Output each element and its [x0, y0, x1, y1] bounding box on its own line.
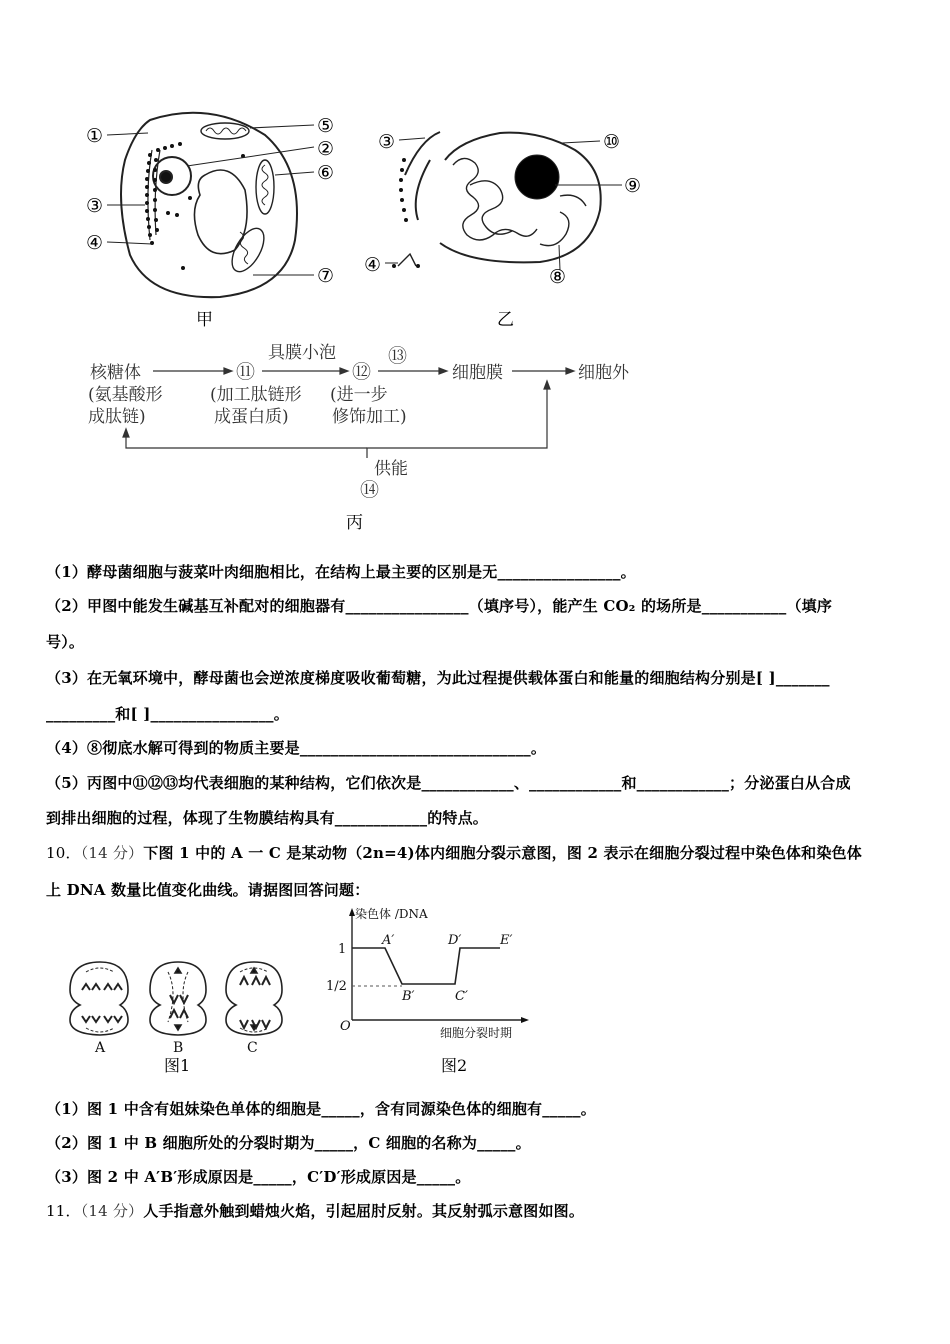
figure1-caption: 图1 — [164, 1056, 191, 1075]
flow-structure-11-note2: 成蛋白质) — [214, 407, 289, 427]
q11-number: 11． — [46, 1202, 81, 1220]
point-label-e: E′ — [500, 933, 513, 948]
figure2-caption: 图2 — [441, 1056, 468, 1075]
marker: ⑩ — [603, 131, 621, 153]
q9-part3-cont: _________和[ ]________________。 — [46, 705, 289, 723]
yi-leader-lines — [385, 138, 622, 270]
q9-part2: （2）甲图中能发生碱基互补配对的细胞器有________________（填序号），能产生 CO₂ 的场所是___________（填序 — [46, 597, 833, 615]
q9-part5-cont: 到排出细胞的过程，体现了生物膜结构具有____________的特点。 — [46, 809, 489, 827]
division-cell-a — [70, 962, 128, 1035]
marker: ⑨ — [624, 175, 642, 197]
flow-ribosome: 核糖体 — [90, 363, 141, 383]
q9-part5: （5）丙图中⑪⑫⑬均代表细胞的某种结构，它们依次是____________、____________和____________；分泌蛋白从合成 — [46, 774, 851, 792]
marker: ⑤ — [317, 115, 335, 137]
q10-part1: （1）图 1 中含有姐妹染色单体的细胞是_____，含有同源染色体的细胞有_____。 — [46, 1100, 596, 1118]
point-label-c: C′ — [455, 989, 468, 1004]
ratio-series-line — [352, 948, 500, 984]
marker: ⑧ — [549, 266, 567, 288]
point-label-a: A′ — [382, 933, 395, 948]
chart-y-label: 染色体 /DNA — [355, 907, 428, 921]
q10-stem-cont: 上 DNA 数量比值变化曲线。请据图回答问题： — [46, 881, 370, 899]
division-cell-b — [150, 962, 206, 1035]
q11-stem — [46, 1200, 584, 1221]
flow-cell-outside: 细胞外 — [578, 363, 629, 383]
q9-part4: （4）⑧彻底水解可得到的物质主要是______________________________。 — [46, 739, 547, 757]
point-label-d: D′ — [448, 933, 462, 948]
marker: ③ — [86, 195, 104, 217]
division-cell-c — [226, 962, 282, 1035]
q11-score: （14 分） — [80, 1202, 144, 1220]
q10-score: （14 分） — [80, 844, 144, 862]
flow-structure-11-note1: (加工肽链形 — [210, 385, 302, 405]
marker: ② — [317, 138, 335, 160]
ratio-chart — [326, 906, 529, 1040]
marker: ④ — [86, 232, 104, 254]
flow-structure-13: ⑬ — [388, 345, 408, 367]
q9-part3: （3）在无氧环境中，酵母菌也会逆浓度梯度吸收葡萄糖，为此过程提供载体蛋白和能量的细胞结构分别是[ ]_______ — [46, 669, 830, 687]
marker: ④ — [364, 254, 382, 276]
q11-stem-text: 人手指意外触到蜡烛火焰，引起屈肘反射。其反射弧示意图如图。 — [143, 1202, 585, 1220]
cell-division-figure — [0, 900, 950, 1085]
flow-energy: 供能 — [374, 459, 408, 479]
secretion-flow-chart — [88, 343, 630, 501]
q10-number: 10． — [46, 844, 81, 862]
marker: ① — [86, 125, 104, 147]
x-axis-arrow — [521, 1017, 529, 1023]
q10-stem — [46, 842, 862, 863]
q10-part3: （3）图 2 中 A′B′形成原因是_____，C′D′形成原因是_____。 — [46, 1168, 471, 1186]
point-label-b: B′ — [402, 989, 415, 1004]
figure-label-jia: 甲 — [196, 310, 213, 330]
figure-label-yi: 乙 — [497, 310, 514, 330]
q10-stem-text: 下图 1 中的 A 一 C 是某动物（2n=4)体内细胞分裂示意图，图 2 表示在细胞分裂过程中染色体和染色体 — [143, 844, 862, 862]
cell-b-label: B — [173, 1040, 184, 1056]
figure-label-bing: 丙 — [346, 513, 363, 533]
q9-part2-cont: 号）。 — [46, 633, 85, 651]
flow-structure-12: ⑫ — [352, 361, 372, 383]
flow-ribosome-note1: (氨基酸形 — [88, 385, 163, 405]
flow-ribosome-note2: 成肽链) — [88, 407, 146, 427]
q10-part2: （2）图 1 中 B 细胞所处的分裂时期为_____，C 细胞的名称为_____。 — [46, 1134, 531, 1152]
cell-a-label: A — [95, 1040, 106, 1056]
flow-structure-11: ⑪ — [236, 361, 256, 383]
cell-structure-figure — [0, 0, 950, 545]
flow-vesicle: 具膜小泡 — [268, 343, 336, 363]
jia-leader-lines — [107, 125, 314, 275]
chart-origin: O — [340, 1019, 351, 1034]
flow-structure-14: ⑭ — [360, 479, 380, 501]
y-tick-1: 1 — [338, 942, 347, 957]
flow-structure-12-note2: 修饰加工) — [332, 407, 407, 427]
cell-c-label: C — [247, 1040, 258, 1056]
marker: ⑥ — [317, 162, 335, 184]
chart-x-label: 细胞分裂时期 — [440, 1026, 513, 1040]
flow-structure-12-note1: (进一步 — [330, 385, 388, 405]
flow-cell-membrane: 细胞膜 — [452, 363, 503, 383]
marker: ③ — [378, 131, 396, 153]
q9-part1: （1）酵母菌细胞与菠菜叶肉细胞相比，在结构上最主要的区别是无________________。 — [46, 563, 636, 581]
y-tick-half: 1/2 — [326, 979, 347, 994]
marker: ⑦ — [317, 265, 335, 287]
cell-yi-diagram — [398, 132, 601, 266]
